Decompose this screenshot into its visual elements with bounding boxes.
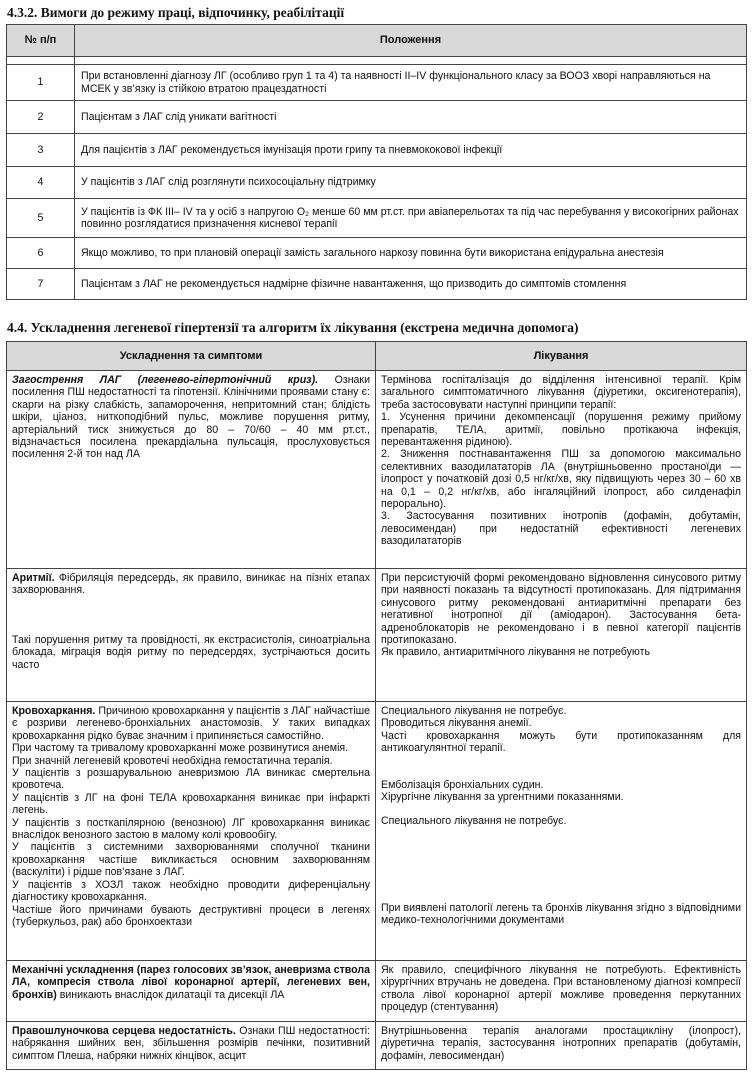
work-regime-table — [6, 24, 747, 300]
complication-text: При частому та тривалому кровохарканні може розвинутися анемія. — [12, 742, 349, 755]
treatment-text: 2. Зниження постнавантаження ПШ за допомогою максимально селективних вазодилататорів ЛА (внутрішньовенно простаноїди — ілопрост у початковій дозі 0,5 нг/кг/хв, яку підвищують через 30 – 60 хв на 0,1 – 0,2 нг/кг/хв, або інгаляційний ілопрост, або силденафіл перорально). — [381, 448, 741, 511]
column-header-statement: Положення — [75, 25, 747, 57]
table-row — [7, 167, 747, 199]
complication-text: У пацієнтів з ХОЗЛ також необхідно проводити диференціальну діагностику кровохаркання. — [12, 878, 370, 904]
table-row — [7, 269, 747, 300]
complication-text: У пацієнтів з ЛГ на фоні ТЕЛА кровохаркання виникає при інфаркті легень. — [12, 791, 370, 817]
complication-text: виникають внаслідок дилатації та дисекції ЛА — [59, 988, 285, 1001]
treatment-cell — [376, 1022, 747, 1070]
treatment-text: Термінова госпіталізація до відділення інтенсивної терапії. Крім загального симптоматичного лікування (діуретики, оксигенотерапія), треба застосовувати наступні принципи терапії: — [381, 374, 741, 411]
column-header-complications: Ускладнення та симптоми — [7, 342, 376, 371]
treatment-cell — [376, 371, 747, 569]
row-text: У пацієнтів із ФК III– IV та у осіб з напругою O₂ менше 60 мм рт.ст. при авіаперельотах та під час перебування у високогірних районах повинно розглядатися призначення кисневої терапії — [75, 199, 747, 238]
table-row — [7, 101, 747, 134]
complication-title: Кровохаркання. — [12, 705, 96, 717]
table-row — [7, 238, 747, 269]
row-number: 4 — [7, 167, 75, 199]
row-text: У пацієнтів з ЛАГ слід розглянути психосоціальну підтримку — [75, 167, 747, 199]
row-text: Для пацієнтів з ЛАГ рекомендується імунізація проти грипу та пневмококової інфекції — [75, 134, 747, 167]
complication-text: У пацієнтів з розшарувальною аневризмою ЛА виникає смертельна кровотеча. — [12, 767, 370, 792]
complication-cell — [7, 371, 376, 569]
section-title-work-regime: 4.3.2. Вимоги до режиму праці, відпочинку, реабілітації — [7, 5, 345, 20]
table-row — [7, 65, 747, 101]
treatment-text: Часті кровохаркання можуть бути протипоказанням для антикоагулянтної терапії. — [381, 729, 741, 755]
complication-text: При значній легеневій кровотечі необхідна гемостатична терапія. — [12, 754, 333, 767]
row-number: 3 — [7, 134, 75, 167]
table-row — [7, 199, 747, 238]
row-text: При встановленні діагнозу ЛГ (особливо груп 1 та 4) та наявності II–IV функціонального класу за ВООЗ хворі направляються на МСЕК у зв’язку із стійкою втратою працездатності — [75, 65, 747, 101]
complication-title: Загострення ЛАГ (легенево-гіпертонічний криз). — [12, 374, 319, 386]
row-number: 2 — [7, 101, 75, 134]
row-text: Пацієнтам з ЛАГ слід уникати вагітності — [75, 101, 747, 134]
table-header-row — [7, 25, 747, 57]
treatment-text: 3. Застосування позитивних інотропів (дофамін, добутамін, левосимендан) при недостатній ефективності легеневих вазодилататорів — [381, 510, 741, 548]
treatment-cell — [376, 569, 747, 702]
complication-text: Ознаки ПШ недостатності: набрякання шийних вен, збільшення розмірів печінки, позитивний симптом Плеша, набряки нижніх кінцівок, асцит — [12, 1025, 370, 1062]
row-number: 5 — [7, 199, 75, 238]
complications-table — [6, 341, 747, 1070]
treatment-text: При виявлені патології легень та бронхів лікування згідно з відповідними медико-технологічними документами — [381, 901, 741, 927]
complication-title: Механічні ускладнення (парез голосових зв’язок, аневризма ствола ЛА, компресія ствола лівої коронарної артерії, легеневих вен, бронхів) — [12, 964, 370, 1001]
column-header-number: № п/п — [7, 25, 75, 57]
treatment-cell — [376, 961, 747, 1022]
table-header-row — [7, 342, 747, 371]
complication-cell — [7, 961, 376, 1022]
row-number: 7 — [7, 269, 75, 300]
table-row — [7, 371, 747, 569]
treatment-text: Як правило, специфічного лікування не потребують. Ефективність хірургічних втручань не доведена. При встановленому діагнозі компресії ствола лівої коронарної артерії можливе проведення перкутанних процедур (стентування) — [381, 964, 741, 1014]
complication-text: У пацієнтів з посткапілярною (венозною) ЛГ кровохаркання виникає внаслідок венозного застою в малому колі кровообігу. — [12, 816, 370, 842]
table-row — [7, 1022, 747, 1070]
complication-cell — [7, 702, 376, 961]
table-row — [7, 134, 747, 167]
treatment-text: Специального лікування не потребує. — [381, 815, 567, 828]
treatment-text: 1. Усунення причини декомпенсації (порушення режиму прийому препаратів, ТЕЛА, аритмії, повільно протікаюча інфекція, перевантаження рідиною). — [381, 411, 741, 449]
treatment-text: Емболізація бронхіальних судин. — [381, 778, 544, 791]
table-row — [7, 961, 747, 1022]
treatment-cell — [376, 702, 747, 961]
treatment-text: Хірургічне лікування за ургентними показаннями. — [381, 791, 624, 804]
treatment-text: Проводиться лікування анемії. — [381, 717, 532, 730]
complication-text: Частіше його причинами бувають деструктивні процеси в легенях (туберкульоз, рак) або бронхоектази — [12, 903, 370, 928]
complication-title: Правошлуночкова серцева недостатність. — [12, 1025, 236, 1037]
complication-text: У пацієнтів з системними захворюваннями сполучної тканини кровохаркання частіше викликається основним захворюванням (васкуліти) і рідше пов’язане з ЛАГ. — [12, 841, 370, 879]
table-row — [7, 702, 747, 961]
table-row — [7, 569, 747, 702]
section-title-complications: 4.4. Ускладнення легеневої гіпертензії та алгоритм їх лікування (екстрена медична допомога) — [7, 320, 579, 335]
complication-text: Фібриляція передсердь, як правило, виникає на пізніх етапах захворювання. — [12, 572, 370, 597]
row-text: Якщо можливо, то при плановій операції замість загального наркозу повинна бути використана епідуральна анестезія — [75, 238, 747, 269]
column-header-treatment: Лікування — [376, 342, 747, 371]
row-text: Пацієнтам з ЛАГ не рекомендується надмірне фізичне навантаження, що призводить до симптомів стомлення — [75, 269, 747, 300]
treatment-text: Як правило, антиаритмічного лікування не потребують — [381, 646, 650, 659]
row-number: 6 — [7, 238, 75, 269]
complication-text: Причиною кровохаркання у пацієнтів з ЛАГ найчастіше є розриви легенево-бронхіальних анастомозів. У таких випадках кровохаркання рідко буває значним і припиняється самостійно. — [12, 705, 370, 742]
row-number: 1 — [7, 65, 75, 101]
treatment-text: Специального лікування не потребує. — [381, 705, 567, 717]
complication-text: Такі порушення ритму та провідності, як екстрасистолія, синоатріальна блокада, міграція водія ритму по передсердях, зустрічаються досить часто — [12, 633, 370, 671]
complication-text: Ознаки посилення ПШ недостатності та гіпотензії. Клінічними проявами стану є: скарги на різку слабкість, запаморочення, непритомний стан; блідість шкіри, ціаноз, ниткоподібний пульс, можливе порушення ритму, артеріальний тиск знижується до 80 – 70/60 – 40 мм рт.ст., відзначається посилена прекардіальна пульсація, прослуховується посилення 2-й тон над ЛА — [12, 374, 370, 461]
complication-cell — [7, 1022, 376, 1070]
complication-title: Аритмії. — [12, 572, 55, 584]
complication-cell — [7, 569, 376, 702]
treatment-text: Внутрішньовенна терапія аналогами простацикліну (ілопрост), діуретична терапія, застосування інотропних препаратів (добутамін, дофамін, левосимендан) — [381, 1025, 741, 1062]
treatment-text: При персистуючій формі рекомендовано відновлення синусового ритму при наявності показань та відсутності протипоказань. Для підтримання синусового ритму рекомендовані антиаритмічні препарати без негативної інотропної дії (аміодарон). Застосування бета-адреноблокаторів не рекомендовано і в певної категорії пацієнтів протипоказано. — [381, 572, 741, 647]
